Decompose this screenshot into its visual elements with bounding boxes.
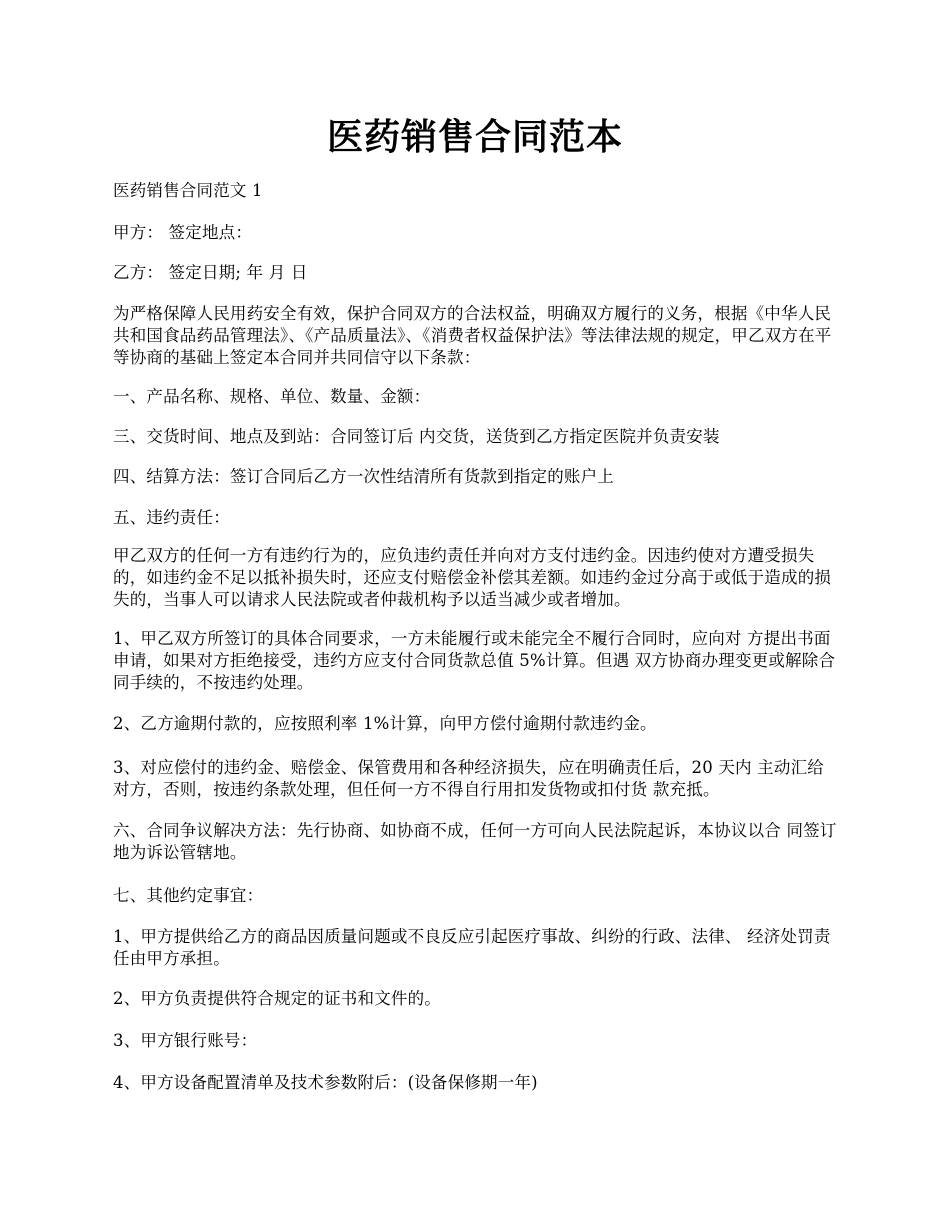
preamble-paragraph: 为严格保障人民用药安全有效，保护合同双方的合法权益，明确双方履行的义务，根据《中华人民共和国食品药品管理法》、《产品质量法》、《消费者权益保护法》等法律法规的规定，甲乙双方在平等协商的基础上签定本合同并共同信守以下条款： (113, 304, 832, 367)
liability-item-1: 1、甲乙双方所签订的具体合同要求，一方未能履行或未能完全不履行合同时，应向对 方提出书面申请，如果对方拒绝接受，违约方应支付合同货款总值 5%计算。但遇 双方协商办理变更或解除合同手续的，不按违约处理。 (113, 629, 836, 692)
other-item-2: 2、甲方负责提供符合规定的证书和文件的。 (113, 989, 441, 1008)
other-item-3: 3、甲方银行账号： (113, 1031, 258, 1050)
party-b-line: 乙方： 签定日期; 年 月 日 (113, 263, 308, 282)
other-item-4: 4、甲方设备配置清单及技术参数附后：(设备保修期一年) (113, 1073, 538, 1092)
subtitle-paragraph: 医药销售合同范文 1 (113, 181, 263, 200)
section-7-heading: 七、其他约定事宜： (113, 886, 264, 905)
section-5-heading: 五、违约责任： (113, 508, 230, 527)
liability-item-3: 3、对应偿付的违约金、赔偿金、保管费用和各种经济损失，应在明确责任后，20 天内 主动汇给对方，否则，按违约条款处理，但任何一方不得自行用扣发货物或扣付货 款充抵。 (113, 758, 824, 799)
section-3-paragraph: 三、交货时间、地点及到站：合同签订后 内交货，送货到乙方指定医院并负责安装 (113, 427, 720, 446)
liability-item-2: 2、乙方逾期付款的，应按照利率 1%计算，向甲方偿付逾期付款违约金。 (113, 714, 657, 733)
section-6-paragraph: 六、合同争议解决方法：先行协商、如协商不成，任何一方可向人民法院起诉，本协议以合 同签订地为诉讼管辖地。 (113, 821, 837, 862)
party-a-line: 甲方： 签定地点： (113, 223, 253, 242)
section-1-heading: 一、产品名称、规格、单位、数量、金额： (113, 387, 431, 406)
section-4-paragraph: 四、结算方法：签订合同后乙方一次性结清所有货款到指定的账户上 (113, 467, 614, 486)
other-item-1: 1、甲方提供给乙方的商品因质量问题或不良反应引起医疗事故、纠纷的行政、法律、 经济处罚责任由甲方承担。 (113, 927, 831, 968)
page-title: 医药销售合同范本 (326, 116, 623, 158)
liability-paragraph: 甲乙双方的任何一方有违约行为的，应负违约责任并向对方支付违约金。因违约使对方遭受损失的，如违约金不足以抵补损失时，还应支付赔偿金补偿其差额。如违约金过分高于或低于造成的损失的，当事人可以请求人民法院或者仲裁机构予以适当减少或者增加。 (113, 546, 832, 609)
